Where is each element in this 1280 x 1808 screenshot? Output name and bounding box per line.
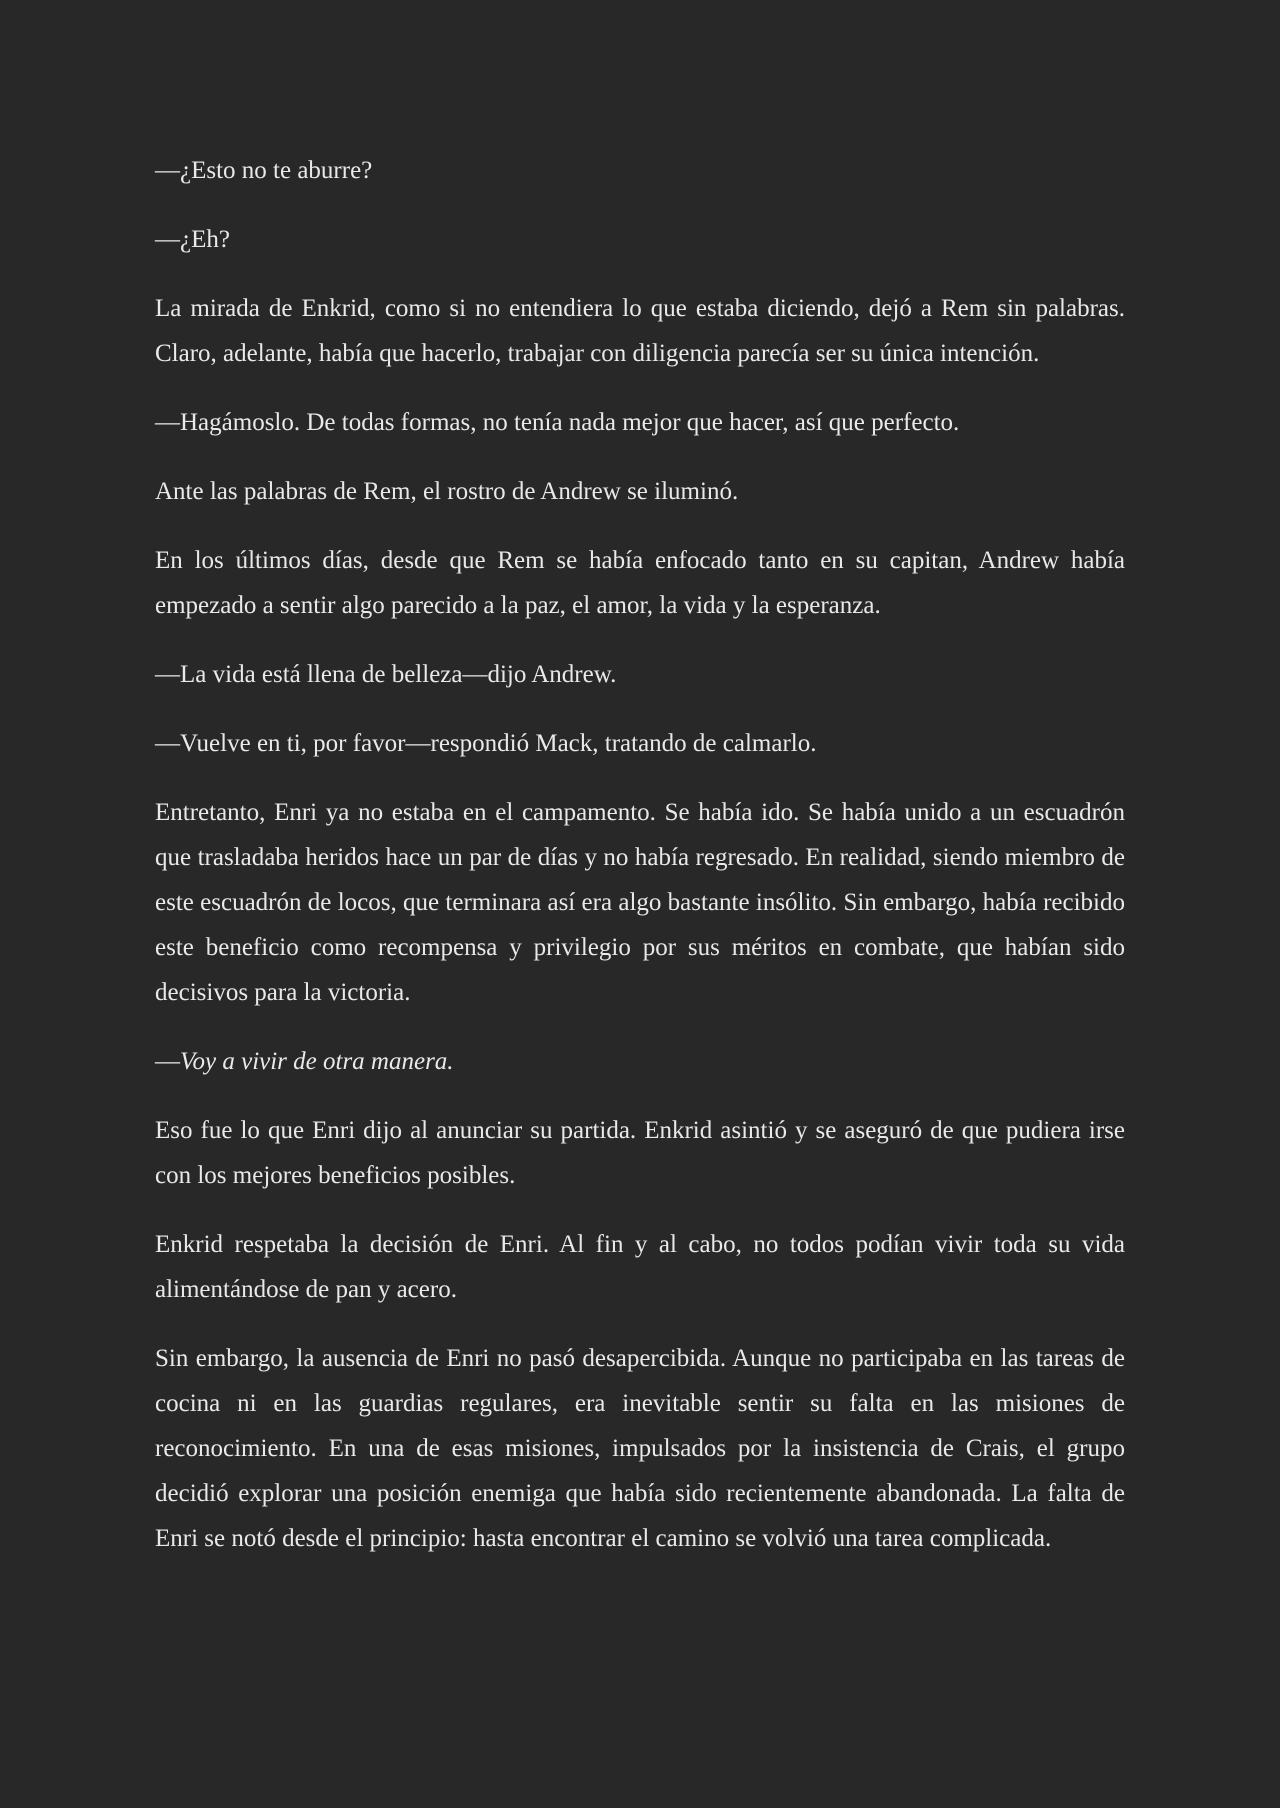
paragraph: —¿Esto no te aburre? <box>155 157 373 184</box>
paragraph-italic-quote <box>155 1039 1125 1084</box>
paragraph: —Hagámoslo. De todas formas, no tenía nada mejor que hacer, así que perfecto. <box>155 409 960 436</box>
paragraph: Entretanto, Enri ya no estaba en el campamento. Se había ido. Se había unido a un escuadrón que trasladaba heridos hace un par de días y no había regresado. En realidad, siendo miembro de este escuadrón de locos, que terminara así era algo bastante insólito. Sin embargo, había recibido este beneficio como recompensa y privilegio por sus méritos en combate, que habían sido decisivos para la victoria. <box>155 799 1125 1006</box>
em-dash: — <box>155 1048 180 1075</box>
paragraph: Sin embargo, la ausencia de Enri no pasó desapercibida. Aunque no participaba en las tareas de cocina ni en las guardias regulares, era inevitable sentir su falta en las misiones de reconocimiento. En una de esas misiones, impulsados por la insistencia de Crais, el grupo decidió explorar una posición enemiga que había sido recientemente abandonada. La falta de Enri se notó desde el principio: hasta encontrar el camino se volvió una tarea complicada. <box>155 1345 1125 1552</box>
paragraph: —La vida está llena de belleza—dijo Andrew. <box>155 661 617 688</box>
paragraph: Ante las palabras de Rem, el rostro de Andrew se iluminó. <box>155 478 739 505</box>
paragraph: En los últimos días, desde que Rem se había enfocado tanto en su capitan, Andrew había empezado a sentir algo parecido a la paz, el amor, la vida y la esperanza. <box>155 547 1125 619</box>
paragraph: —Vuelve en ti, por favor—respondió Mack, tratando de calmarlo. <box>155 730 817 757</box>
paragraph: Eso fue lo que Enri dijo al anunciar su partida. Enkrid asintió y se aseguró de que pudiera irse con los mejores beneficios posibles. <box>155 1117 1125 1189</box>
paragraph: —¿Eh? <box>155 226 230 253</box>
paragraph: La mirada de Enkrid, como si no entendiera lo que estaba diciendo, dejó a Rem sin palabras. Claro, adelante, había que hacerlo, trabajar con diligencia parecía ser su única intención. <box>155 295 1125 367</box>
italic-quote: Voy a vivir de otra manera. <box>180 1048 454 1075</box>
paragraph: Enkrid respetaba la decisión de Enri. Al fin y al cabo, no todos podían vivir toda su vida alimentándose de pan y acero. <box>155 1231 1125 1303</box>
chapter-text <box>155 148 1125 1585</box>
